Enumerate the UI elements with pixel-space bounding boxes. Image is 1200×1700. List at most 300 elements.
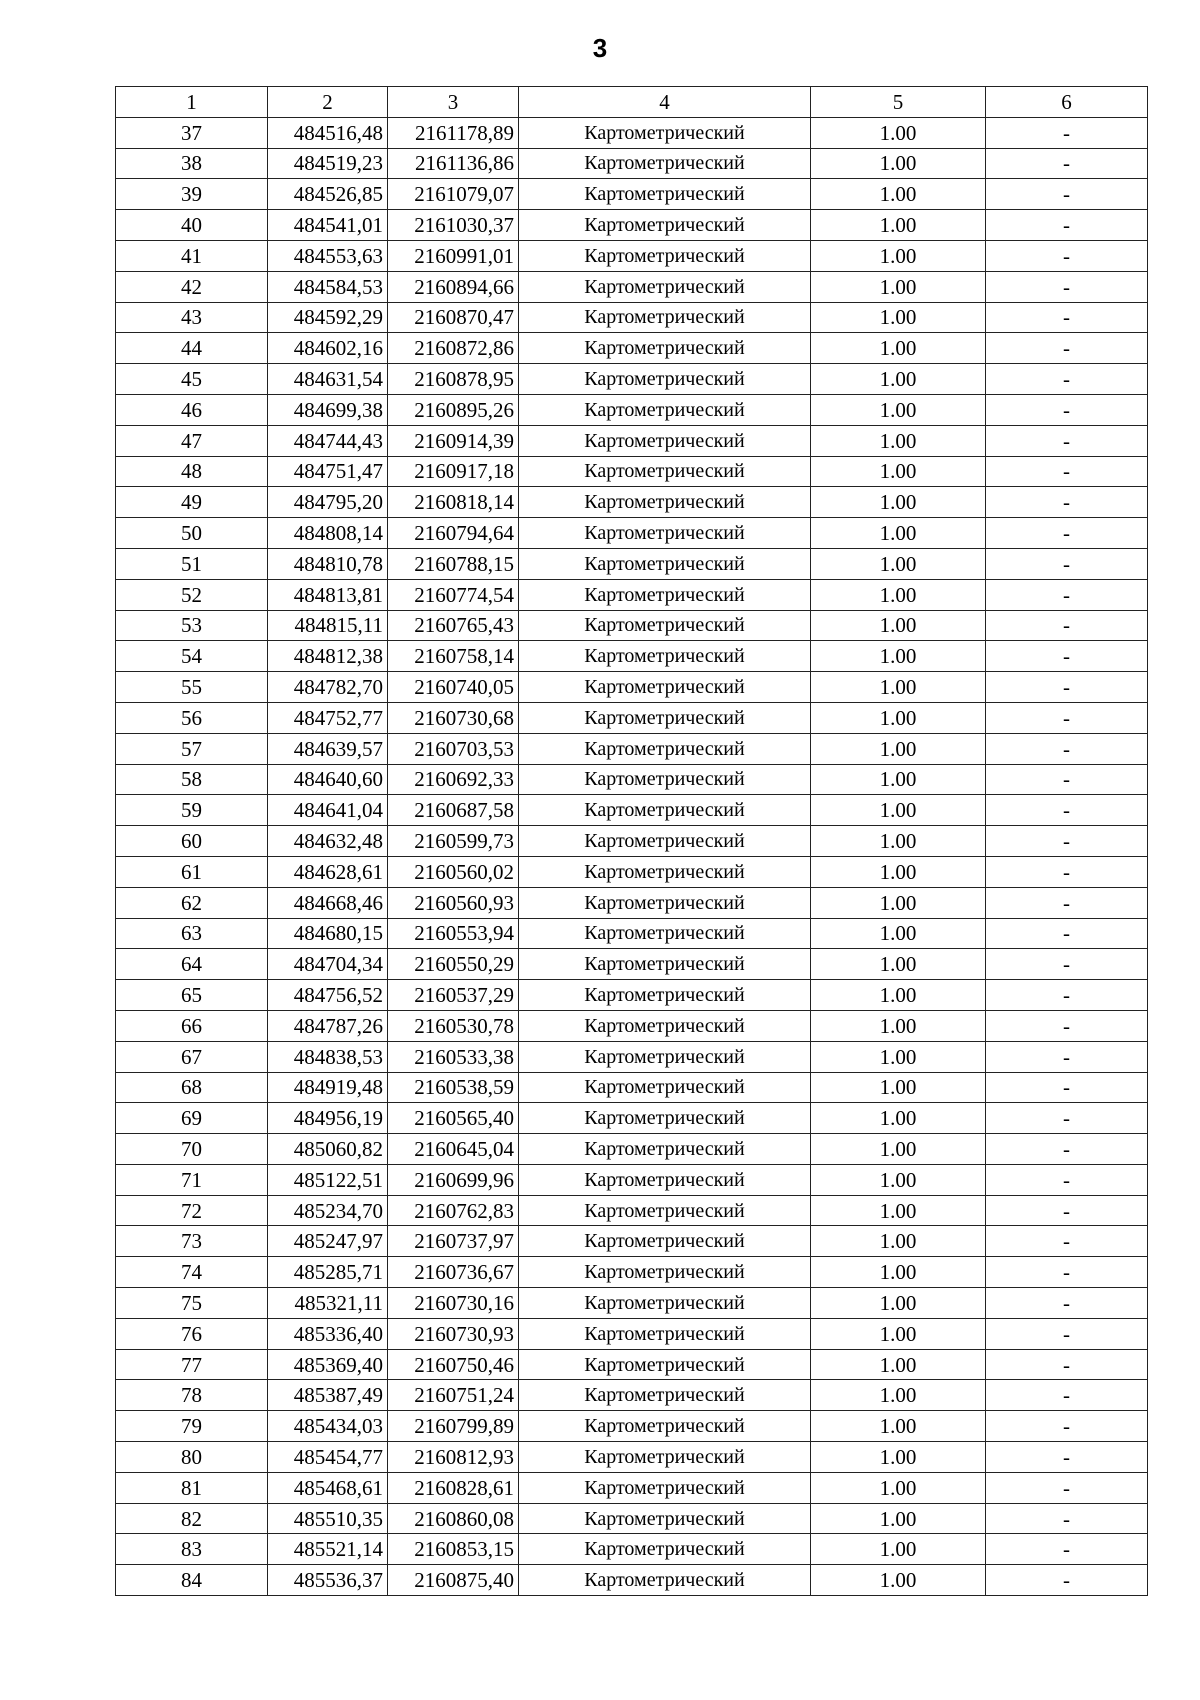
- table-row: [116, 487, 1148, 518]
- method-cell: Картометрический: [519, 1010, 811, 1041]
- y-coordinate-cell: 2160914,39: [388, 425, 519, 456]
- method-cell: Картометрический: [519, 1472, 811, 1503]
- accuracy-cell: 1.00: [811, 425, 986, 456]
- accuracy-cell: 1.00: [811, 148, 986, 179]
- y-coordinate-cell: 2160917,18: [388, 456, 519, 487]
- x-coordinate-cell: 485122,51: [268, 1164, 388, 1195]
- point-number-cell: 66: [116, 1010, 268, 1041]
- accuracy-cell: 1.00: [811, 179, 986, 210]
- accuracy-cell: 1.00: [811, 1103, 986, 1134]
- method-cell: Картометрический: [519, 1164, 811, 1195]
- table-row: [116, 610, 1148, 641]
- accuracy-cell: 1.00: [811, 1442, 986, 1473]
- y-coordinate-cell: 2160878,95: [388, 364, 519, 395]
- point-number-cell: 42: [116, 271, 268, 302]
- table-row: [116, 764, 1148, 795]
- note-cell: -: [986, 1010, 1148, 1041]
- method-cell: Картометрический: [519, 1072, 811, 1103]
- y-coordinate-cell: 2161030,37: [388, 210, 519, 241]
- point-number-cell: 60: [116, 826, 268, 857]
- method-cell: Картометрический: [519, 672, 811, 703]
- method-cell: Картометрический: [519, 1442, 811, 1473]
- table-row: [116, 364, 1148, 395]
- table-row: [116, 394, 1148, 425]
- method-cell: Картометрический: [519, 271, 811, 302]
- x-coordinate-cell: 485387,49: [268, 1380, 388, 1411]
- note-cell: -: [986, 240, 1148, 271]
- x-coordinate-cell: 484815,11: [268, 610, 388, 641]
- method-cell: Картометрический: [519, 1349, 811, 1380]
- point-number-cell: 56: [116, 702, 268, 733]
- note-cell: -: [986, 302, 1148, 333]
- note-cell: -: [986, 117, 1148, 148]
- accuracy-cell: 1.00: [811, 1411, 986, 1442]
- y-coordinate-cell: 2160740,05: [388, 672, 519, 703]
- x-coordinate-cell: 485060,82: [268, 1134, 388, 1165]
- note-cell: -: [986, 949, 1148, 980]
- table-row: [116, 1164, 1148, 1195]
- x-coordinate-cell: 485321,11: [268, 1288, 388, 1319]
- point-number-cell: 61: [116, 856, 268, 887]
- point-number-cell: 62: [116, 887, 268, 918]
- y-coordinate-cell: 2160799,89: [388, 1411, 519, 1442]
- y-coordinate-cell: 2160703,53: [388, 733, 519, 764]
- note-cell: -: [986, 579, 1148, 610]
- point-number-cell: 72: [116, 1195, 268, 1226]
- point-number-cell: 53: [116, 610, 268, 641]
- method-cell: Картометрический: [519, 1195, 811, 1226]
- column-header-6: 6: [986, 87, 1148, 118]
- y-coordinate-cell: 2160818,14: [388, 487, 519, 518]
- accuracy-cell: 1.00: [811, 1380, 986, 1411]
- point-number-cell: 44: [116, 333, 268, 364]
- method-cell: Картометрический: [519, 641, 811, 672]
- table-row: [116, 1411, 1148, 1442]
- accuracy-cell: 1.00: [811, 394, 986, 425]
- x-coordinate-cell: 484752,77: [268, 702, 388, 733]
- note-cell: -: [986, 733, 1148, 764]
- y-coordinate-cell: 2160853,15: [388, 1534, 519, 1565]
- table-row: [116, 887, 1148, 918]
- note-cell: -: [986, 456, 1148, 487]
- y-coordinate-cell: 2160530,78: [388, 1010, 519, 1041]
- method-cell: Картометрический: [519, 1103, 811, 1134]
- y-coordinate-cell: 2160794,64: [388, 518, 519, 549]
- y-coordinate-cell: 2160895,26: [388, 394, 519, 425]
- x-coordinate-cell: 484526,85: [268, 179, 388, 210]
- accuracy-cell: 1.00: [811, 1349, 986, 1380]
- table-row: [116, 117, 1148, 148]
- note-cell: -: [986, 1411, 1148, 1442]
- x-coordinate-cell: 485521,14: [268, 1534, 388, 1565]
- x-coordinate-cell: 484602,16: [268, 333, 388, 364]
- point-number-cell: 65: [116, 980, 268, 1011]
- method-cell: Картометрический: [519, 240, 811, 271]
- x-coordinate-cell: 484639,57: [268, 733, 388, 764]
- point-number-cell: 80: [116, 1442, 268, 1473]
- y-coordinate-cell: 2160565,40: [388, 1103, 519, 1134]
- note-cell: -: [986, 1565, 1148, 1596]
- table-row: [116, 826, 1148, 857]
- x-coordinate-cell: 485510,35: [268, 1503, 388, 1534]
- table-row: [116, 1195, 1148, 1226]
- note-cell: -: [986, 1472, 1148, 1503]
- x-coordinate-cell: 485536,37: [268, 1565, 388, 1596]
- point-number-cell: 75: [116, 1288, 268, 1319]
- accuracy-cell: 1.00: [811, 1534, 986, 1565]
- accuracy-cell: 1.00: [811, 1041, 986, 1072]
- y-coordinate-cell: 2160550,29: [388, 949, 519, 980]
- y-coordinate-cell: 2160736,67: [388, 1257, 519, 1288]
- point-number-cell: 82: [116, 1503, 268, 1534]
- page-number: 3: [592, 33, 608, 63]
- table-row: [116, 918, 1148, 949]
- table-row: [116, 641, 1148, 672]
- accuracy-cell: 1.00: [811, 764, 986, 795]
- y-coordinate-cell: 2160894,66: [388, 271, 519, 302]
- method-cell: Картометрический: [519, 887, 811, 918]
- y-coordinate-cell: 2160750,46: [388, 1349, 519, 1380]
- x-coordinate-cell: 485336,40: [268, 1318, 388, 1349]
- y-coordinate-cell: 2160730,68: [388, 702, 519, 733]
- y-coordinate-cell: 2160692,33: [388, 764, 519, 795]
- accuracy-cell: 1.00: [811, 302, 986, 333]
- table-row: [116, 702, 1148, 733]
- point-number-cell: 83: [116, 1534, 268, 1565]
- column-header-3: 3: [388, 87, 519, 118]
- y-coordinate-cell: 2160774,54: [388, 579, 519, 610]
- method-cell: Картометрический: [519, 733, 811, 764]
- note-cell: -: [986, 1349, 1148, 1380]
- point-number-cell: 68: [116, 1072, 268, 1103]
- accuracy-cell: 1.00: [811, 980, 986, 1011]
- table-row: [116, 548, 1148, 579]
- point-number-cell: 77: [116, 1349, 268, 1380]
- table-row: [116, 518, 1148, 549]
- accuracy-cell: 1.00: [811, 579, 986, 610]
- method-cell: Картометрический: [519, 148, 811, 179]
- y-coordinate-cell: 2160699,96: [388, 1164, 519, 1195]
- method-cell: Картометрический: [519, 1503, 811, 1534]
- header-row: [116, 87, 1148, 118]
- method-cell: Картометрический: [519, 302, 811, 333]
- point-number-cell: 47: [116, 425, 268, 456]
- point-number-cell: 67: [116, 1041, 268, 1072]
- accuracy-cell: 1.00: [811, 641, 986, 672]
- note-cell: -: [986, 702, 1148, 733]
- note-cell: -: [986, 610, 1148, 641]
- note-cell: -: [986, 826, 1148, 857]
- x-coordinate-cell: 484704,34: [268, 949, 388, 980]
- x-coordinate-cell: 484584,53: [268, 271, 388, 302]
- x-coordinate-cell: 484956,19: [268, 1103, 388, 1134]
- x-coordinate-cell: 485285,71: [268, 1257, 388, 1288]
- y-coordinate-cell: 2161136,86: [388, 148, 519, 179]
- note-cell: -: [986, 856, 1148, 887]
- table-row: [116, 1010, 1148, 1041]
- table-row: [116, 210, 1148, 241]
- method-cell: Картометрический: [519, 1411, 811, 1442]
- table-row: [116, 1288, 1148, 1319]
- point-number-cell: 76: [116, 1318, 268, 1349]
- point-number-cell: 43: [116, 302, 268, 333]
- x-coordinate-cell: 484680,15: [268, 918, 388, 949]
- accuracy-cell: 1.00: [811, 456, 986, 487]
- note-cell: -: [986, 148, 1148, 179]
- y-coordinate-cell: 2160828,61: [388, 1472, 519, 1503]
- accuracy-cell: 1.00: [811, 1318, 986, 1349]
- note-cell: -: [986, 1134, 1148, 1165]
- y-coordinate-cell: 2160599,73: [388, 826, 519, 857]
- table-header: [116, 87, 1148, 118]
- x-coordinate-cell: 484838,53: [268, 1041, 388, 1072]
- accuracy-cell: 1.00: [811, 1472, 986, 1503]
- table-row: [116, 1041, 1148, 1072]
- x-coordinate-cell: 484810,78: [268, 548, 388, 579]
- note-cell: -: [986, 1103, 1148, 1134]
- accuracy-cell: 1.00: [811, 1503, 986, 1534]
- table-row: [116, 456, 1148, 487]
- note-cell: -: [986, 518, 1148, 549]
- table-row: [116, 1257, 1148, 1288]
- note-cell: -: [986, 887, 1148, 918]
- method-cell: Картометрический: [519, 949, 811, 980]
- accuracy-cell: 1.00: [811, 240, 986, 271]
- point-number-cell: 38: [116, 148, 268, 179]
- accuracy-cell: 1.00: [811, 271, 986, 302]
- table-row: [116, 179, 1148, 210]
- y-coordinate-cell: 2160687,58: [388, 795, 519, 826]
- note-cell: -: [986, 795, 1148, 826]
- y-coordinate-cell: 2160730,93: [388, 1318, 519, 1349]
- note-cell: -: [986, 487, 1148, 518]
- y-coordinate-cell: 2160788,15: [388, 548, 519, 579]
- x-coordinate-cell: 484812,38: [268, 641, 388, 672]
- y-coordinate-cell: 2160872,86: [388, 333, 519, 364]
- table-row: [116, 148, 1148, 179]
- column-header-5: 5: [811, 87, 986, 118]
- note-cell: -: [986, 1226, 1148, 1257]
- point-number-cell: 55: [116, 672, 268, 703]
- table-row: [116, 1472, 1148, 1503]
- point-number-cell: 48: [116, 456, 268, 487]
- accuracy-cell: 1.00: [811, 1164, 986, 1195]
- point-number-cell: 39: [116, 179, 268, 210]
- table-row: [116, 1318, 1148, 1349]
- y-coordinate-cell: 2160737,97: [388, 1226, 519, 1257]
- table-row: [116, 1103, 1148, 1134]
- point-number-cell: 59: [116, 795, 268, 826]
- y-coordinate-cell: 2160762,83: [388, 1195, 519, 1226]
- point-number-cell: 81: [116, 1472, 268, 1503]
- y-coordinate-cell: 2160758,14: [388, 641, 519, 672]
- note-cell: -: [986, 1380, 1148, 1411]
- note-cell: -: [986, 364, 1148, 395]
- accuracy-cell: 1.00: [811, 672, 986, 703]
- y-coordinate-cell: 2160538,59: [388, 1072, 519, 1103]
- accuracy-cell: 1.00: [811, 856, 986, 887]
- x-coordinate-cell: 484516,48: [268, 117, 388, 148]
- accuracy-cell: 1.00: [811, 210, 986, 241]
- note-cell: -: [986, 1164, 1148, 1195]
- method-cell: Картометрический: [519, 487, 811, 518]
- table-row: [116, 672, 1148, 703]
- x-coordinate-cell: 484782,70: [268, 672, 388, 703]
- y-coordinate-cell: 2161178,89: [388, 117, 519, 148]
- x-coordinate-cell: 485369,40: [268, 1349, 388, 1380]
- table-body: [116, 117, 1148, 1595]
- note-cell: -: [986, 764, 1148, 795]
- note-cell: -: [986, 1195, 1148, 1226]
- point-number-cell: 64: [116, 949, 268, 980]
- point-number-cell: 70: [116, 1134, 268, 1165]
- accuracy-cell: 1.00: [811, 487, 986, 518]
- method-cell: Картометрический: [519, 548, 811, 579]
- method-cell: Картометрический: [519, 1257, 811, 1288]
- point-number-cell: 45: [116, 364, 268, 395]
- table-row: [116, 1380, 1148, 1411]
- x-coordinate-cell: 484631,54: [268, 364, 388, 395]
- method-cell: Картометрический: [519, 1318, 811, 1349]
- method-cell: Картометрический: [519, 1288, 811, 1319]
- method-cell: Картометрический: [519, 1534, 811, 1565]
- method-cell: Картометрический: [519, 1565, 811, 1596]
- note-cell: -: [986, 271, 1148, 302]
- point-number-cell: 50: [116, 518, 268, 549]
- x-coordinate-cell: 484744,43: [268, 425, 388, 456]
- x-coordinate-cell: 485468,61: [268, 1472, 388, 1503]
- table-row: [116, 271, 1148, 302]
- accuracy-cell: 1.00: [811, 1072, 986, 1103]
- point-number-cell: 74: [116, 1257, 268, 1288]
- table-row: [116, 1134, 1148, 1165]
- method-cell: Картометрический: [519, 856, 811, 887]
- point-number-cell: 63: [116, 918, 268, 949]
- y-coordinate-cell: 2160765,43: [388, 610, 519, 641]
- x-coordinate-cell: 485434,03: [268, 1411, 388, 1442]
- point-number-cell: 49: [116, 487, 268, 518]
- method-cell: Картометрический: [519, 333, 811, 364]
- method-cell: Картометрический: [519, 1041, 811, 1072]
- note-cell: -: [986, 1318, 1148, 1349]
- accuracy-cell: 1.00: [811, 1288, 986, 1319]
- method-cell: Картометрический: [519, 210, 811, 241]
- x-coordinate-cell: 484640,60: [268, 764, 388, 795]
- y-coordinate-cell: 2160812,93: [388, 1442, 519, 1473]
- accuracy-cell: 1.00: [811, 364, 986, 395]
- method-cell: Картометрический: [519, 394, 811, 425]
- table-row: [116, 333, 1148, 364]
- accuracy-cell: 1.00: [811, 918, 986, 949]
- accuracy-cell: 1.00: [811, 548, 986, 579]
- accuracy-cell: 1.00: [811, 702, 986, 733]
- point-number-cell: 69: [116, 1103, 268, 1134]
- method-cell: Картометрический: [519, 456, 811, 487]
- table-row: [116, 240, 1148, 271]
- x-coordinate-cell: 484592,29: [268, 302, 388, 333]
- table-row: [116, 856, 1148, 887]
- x-coordinate-cell: 484668,46: [268, 887, 388, 918]
- x-coordinate-cell: 484919,48: [268, 1072, 388, 1103]
- note-cell: -: [986, 672, 1148, 703]
- note-cell: -: [986, 210, 1148, 241]
- method-cell: Картометрический: [519, 795, 811, 826]
- note-cell: -: [986, 1503, 1148, 1534]
- accuracy-cell: 1.00: [811, 1010, 986, 1041]
- note-cell: -: [986, 179, 1148, 210]
- note-cell: -: [986, 641, 1148, 672]
- method-cell: Картометрический: [519, 702, 811, 733]
- table-row: [116, 1565, 1148, 1596]
- x-coordinate-cell: 484756,52: [268, 980, 388, 1011]
- note-cell: -: [986, 1288, 1148, 1319]
- table-row: [116, 733, 1148, 764]
- note-cell: -: [986, 548, 1148, 579]
- y-coordinate-cell: 2160553,94: [388, 918, 519, 949]
- table-row: [116, 1442, 1148, 1473]
- point-number-cell: 78: [116, 1380, 268, 1411]
- method-cell: Картометрический: [519, 117, 811, 148]
- x-coordinate-cell: 484641,04: [268, 795, 388, 826]
- accuracy-cell: 1.00: [811, 733, 986, 764]
- y-coordinate-cell: 2160751,24: [388, 1380, 519, 1411]
- method-cell: Картометрический: [519, 1226, 811, 1257]
- column-header-1: 1: [116, 87, 268, 118]
- y-coordinate-cell: 2160875,40: [388, 1565, 519, 1596]
- point-number-cell: 57: [116, 733, 268, 764]
- method-cell: Картометрический: [519, 518, 811, 549]
- accuracy-cell: 1.00: [811, 1195, 986, 1226]
- note-cell: -: [986, 1442, 1148, 1473]
- point-number-cell: 73: [116, 1226, 268, 1257]
- point-number-cell: 71: [116, 1164, 268, 1195]
- note-cell: -: [986, 918, 1148, 949]
- y-coordinate-cell: 2160560,93: [388, 887, 519, 918]
- table-row: [116, 1072, 1148, 1103]
- table-row: [116, 579, 1148, 610]
- method-cell: Картометрический: [519, 764, 811, 795]
- y-coordinate-cell: 2160730,16: [388, 1288, 519, 1319]
- coordinates-table: [115, 86, 1148, 1596]
- table-row: [116, 1534, 1148, 1565]
- column-header-4: 4: [519, 87, 811, 118]
- x-coordinate-cell: 484699,38: [268, 394, 388, 425]
- point-number-cell: 52: [116, 579, 268, 610]
- method-cell: Картометрический: [519, 826, 811, 857]
- accuracy-cell: 1.00: [811, 333, 986, 364]
- table-row: [116, 1503, 1148, 1534]
- note-cell: -: [986, 394, 1148, 425]
- accuracy-cell: 1.00: [811, 887, 986, 918]
- method-cell: Картометрический: [519, 610, 811, 641]
- accuracy-cell: 1.00: [811, 1257, 986, 1288]
- accuracy-cell: 1.00: [811, 610, 986, 641]
- table-row: [116, 425, 1148, 456]
- x-coordinate-cell: 485247,97: [268, 1226, 388, 1257]
- method-cell: Картометрический: [519, 1134, 811, 1165]
- y-coordinate-cell: 2160537,29: [388, 980, 519, 1011]
- table-row: [116, 795, 1148, 826]
- x-coordinate-cell: 484808,14: [268, 518, 388, 549]
- accuracy-cell: 1.00: [811, 1565, 986, 1596]
- x-coordinate-cell: 484541,01: [268, 210, 388, 241]
- note-cell: -: [986, 1534, 1148, 1565]
- method-cell: Картометрический: [519, 425, 811, 456]
- accuracy-cell: 1.00: [811, 949, 986, 980]
- method-cell: Картометрический: [519, 918, 811, 949]
- method-cell: Картометрический: [519, 579, 811, 610]
- method-cell: Картометрический: [519, 980, 811, 1011]
